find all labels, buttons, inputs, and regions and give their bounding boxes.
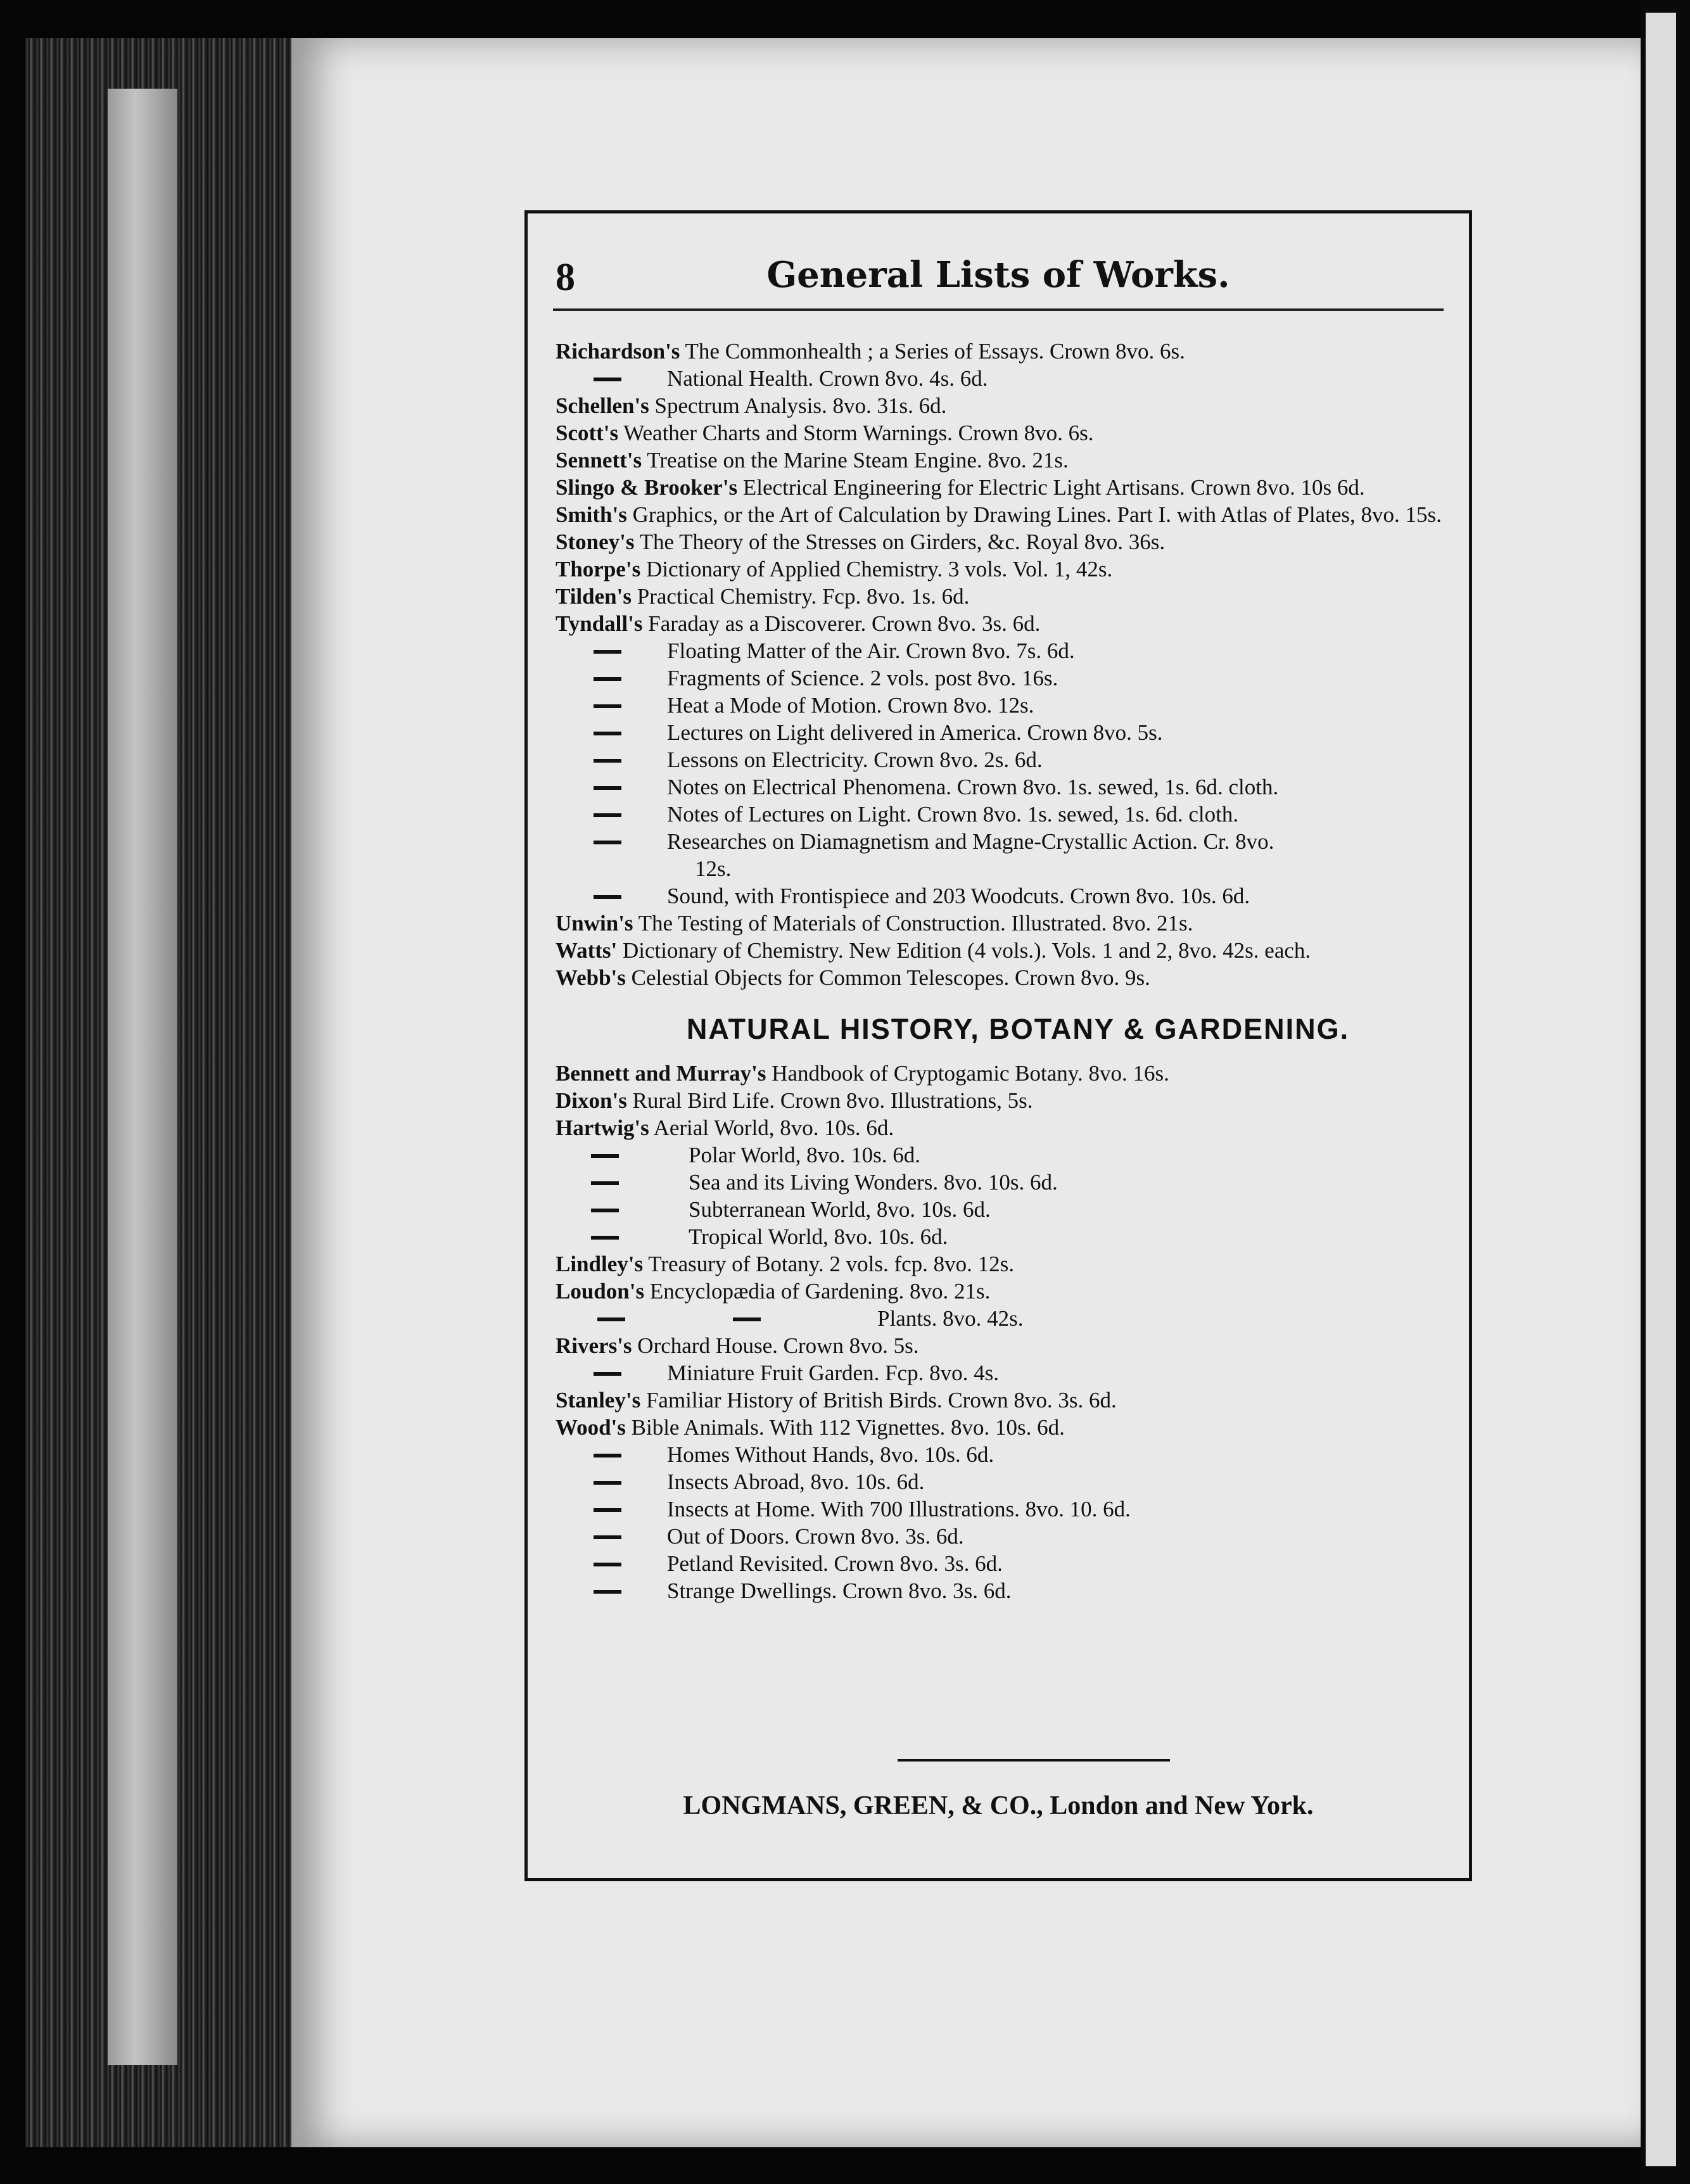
- ditto-dash: [594, 677, 621, 681]
- ditto-dash: [594, 1563, 621, 1566]
- works-list: [556, 338, 1455, 1604]
- work-title: Subterranean World, 8vo. 10s. 6d.: [689, 1197, 991, 1222]
- list-item: [556, 937, 1455, 964]
- ditto-dash: [594, 650, 621, 654]
- list-item: [556, 392, 1455, 419]
- work-title: Plants. 8vo. 42s.: [877, 1306, 1024, 1331]
- science-works-list: [556, 338, 1455, 991]
- work-title: Dictionary of Applied Chemistry. 3 vols. Vol. 1, 42s.: [640, 557, 1113, 581]
- list-item: [556, 556, 1455, 583]
- list-item: [556, 1223, 1455, 1250]
- page-edge-highlight: [108, 89, 177, 2065]
- work-title-continuation: 12s.: [695, 856, 732, 881]
- work-title: Homes Without Hands, 8vo. 10s. 6d.: [667, 1442, 994, 1467]
- work-title: Lectures on Light delivered in America. Crown 8vo. 5s.: [667, 720, 1163, 745]
- work-title: Treasury of Botany. 2 vols. fcp. 8vo. 12s.: [643, 1252, 1015, 1276]
- work-title: Sound, with Frontispiece and 203 Woodcuts. Crown 8vo. 10s. 6d.: [667, 884, 1250, 908]
- list-item: [556, 474, 1455, 501]
- ditto-dash: [594, 704, 621, 708]
- work-title: Heat a Mode of Motion. Crown 8vo. 12s.: [667, 693, 1034, 718]
- ditto-dash: [594, 1508, 621, 1512]
- page-number: 8: [556, 256, 575, 299]
- list-item: [556, 338, 1455, 365]
- list-item: [556, 583, 1455, 610]
- work-title: Weather Charts and Storm Warnings. Crown 8vo. 6s.: [618, 421, 1094, 445]
- publisher-imprint: LONGMANS, GREEN, & CO., London and New York.: [683, 1791, 1314, 1820]
- author-name: Bennett and Murray's: [556, 1061, 766, 1086]
- list-item: [556, 1550, 1455, 1577]
- list-item: [556, 447, 1455, 474]
- ditto-dash: [597, 1317, 625, 1321]
- list-item: [556, 1278, 1455, 1305]
- list-item: [556, 1114, 1455, 1141]
- ditto-dash: [594, 1481, 621, 1485]
- section-heading: NATURAL HISTORY, BOTANY & GARDENING.: [686, 1013, 1350, 1045]
- list-item: [556, 828, 1455, 855]
- work-title: Tropical World, 8vo. 10s. 6d.: [689, 1224, 948, 1249]
- list-item: [556, 419, 1455, 447]
- author-name: Sennett's: [556, 448, 642, 473]
- ditto-dash: [594, 786, 621, 790]
- work-title: Strange Dwellings. Crown 8vo. 3s. 6d.: [667, 1578, 1012, 1603]
- list-item: [556, 855, 1455, 882]
- work-title: Rural Bird Life. Crown 8vo. Illustrations, 5s.: [626, 1088, 1033, 1113]
- work-title: Notes of Lectures on Light. Crown 8vo. 1s. sewed, 1s. 6d. cloth.: [667, 802, 1239, 827]
- ditto-dash: [594, 378, 621, 381]
- work-title: Out of Doors. Crown 8vo. 3s. 6d.: [667, 1524, 964, 1549]
- work-title: Polar World, 8vo. 10s. 6d.: [689, 1143, 920, 1167]
- ditto-dash: [591, 1236, 619, 1240]
- work-title: Sea and its Living Wonders. 8vo. 10s. 6d.: [689, 1170, 1058, 1195]
- book-page-edges: [25, 38, 291, 2147]
- work-title: Handbook of Cryptogamic Botany. 8vo. 16s.: [766, 1061, 1169, 1086]
- list-item: [556, 637, 1455, 664]
- work-title: Orchard House. Crown 8vo. 5s.: [632, 1333, 919, 1358]
- work-title: Lessons on Electricity. Crown 8vo. 2s. 6d.: [667, 747, 1043, 772]
- author-name: Loudon's: [556, 1279, 645, 1304]
- ditto-dash: [733, 1317, 761, 1321]
- list-item: [556, 664, 1455, 692]
- work-title: Insects Abroad, 8vo. 10s. 6d.: [667, 1470, 925, 1494]
- list-item: [556, 365, 1455, 392]
- header-rule: [553, 308, 1444, 311]
- facing-page-strip: [1646, 13, 1676, 2166]
- list-item: [556, 1250, 1455, 1278]
- list-item: [556, 1523, 1455, 1550]
- work-title: Faraday as a Discoverer. Crown 8vo. 3s. 6d.: [642, 611, 1041, 636]
- ditto-dash: [591, 1209, 619, 1212]
- list-item: [556, 882, 1455, 910]
- list-item: [556, 1495, 1455, 1523]
- footer-rule: [898, 1759, 1170, 1762]
- work-title: Electrical Engineering for Electric Light Artisans. Crown 8vo. 10s 6d.: [737, 475, 1365, 500]
- author-name: Smith's: [556, 502, 627, 527]
- list-item: [556, 801, 1455, 828]
- work-title: Encyclopædia of Gardening. 8vo. 21s.: [644, 1279, 991, 1304]
- ditto-dash: [594, 895, 621, 899]
- work-title: Spectrum Analysis. 8vo. 31s. 6d.: [649, 393, 947, 418]
- list-item: [556, 964, 1455, 991]
- author-name: Tyndall's: [556, 611, 643, 636]
- author-name: Stanley's: [556, 1388, 641, 1413]
- ditto-dash: [594, 759, 621, 763]
- ditto-dash: [594, 1590, 621, 1594]
- author-name: Rivers's: [556, 1333, 632, 1358]
- list-item: [556, 1141, 1455, 1169]
- author-name: Slingo & Brooker's: [556, 475, 738, 500]
- list-item: [556, 1414, 1455, 1441]
- list-item: [556, 746, 1455, 773]
- list-item: [556, 692, 1455, 719]
- author-name: Wood's: [556, 1415, 626, 1440]
- list-item: [556, 1169, 1455, 1196]
- author-name: Webb's: [556, 965, 626, 990]
- running-title: General Lists of Works.: [766, 254, 1230, 296]
- ditto-dash: [594, 1372, 621, 1376]
- author-name: Watts': [556, 938, 618, 963]
- list-item: [556, 719, 1455, 746]
- work-title: Petland Revisited. Crown 8vo. 3s. 6d.: [667, 1551, 1003, 1576]
- work-title: Floating Matter of the Air. Crown 8vo. 7s. 6d.: [667, 638, 1075, 663]
- list-item: [556, 1468, 1455, 1495]
- author-name: Thorpe's: [556, 557, 641, 581]
- ditto-dash: [594, 732, 621, 735]
- work-title: Fragments of Science. 2 vols. post 8vo. 16s.: [667, 666, 1058, 690]
- list-item: [556, 1441, 1455, 1468]
- work-title: Familiar History of British Birds. Crown 8vo. 3s. 6d.: [640, 1388, 1117, 1413]
- facing-page-edge: [1641, 0, 1690, 2184]
- work-title: Miniature Fruit Garden. Fcp. 8vo. 4s.: [667, 1361, 999, 1385]
- list-item: [556, 1387, 1455, 1414]
- list-item: [556, 1196, 1455, 1223]
- author-name: Scott's: [556, 421, 619, 445]
- author-name: Unwin's: [556, 911, 633, 936]
- author-name: Lindley's: [556, 1252, 644, 1276]
- author-name: Richardson's: [556, 339, 680, 364]
- work-title: Insects at Home. With 700 Illustrations. 8vo. 10. 6d.: [667, 1497, 1131, 1521]
- ditto-dash: [594, 1454, 621, 1457]
- list-item: [556, 1359, 1455, 1387]
- author-name: Hartwig's: [556, 1115, 649, 1140]
- ditto-dash: [594, 841, 621, 844]
- list-item: [556, 528, 1455, 556]
- work-title: The Commonhealth ; a Series of Essays. Crown 8vo. 6s.: [680, 339, 1185, 364]
- ditto-dash: [594, 813, 621, 817]
- advertisement-frame: [524, 210, 1472, 1881]
- natural-history-works-list: [556, 1060, 1455, 1604]
- work-title: Dictionary of Chemistry. New Edition (4 vols.). Vols. 1 and 2, 8vo. 42s. each.: [617, 938, 1311, 963]
- work-title: Notes on Electrical Phenomena. Crown 8vo. 1s. sewed, 1s. 6d. cloth.: [667, 775, 1279, 799]
- work-title: Researches on Diamagnetism and Magne-Crystallic Action. Cr. 8vo.: [667, 829, 1274, 854]
- ditto-dash: [591, 1181, 619, 1185]
- list-item: [556, 501, 1455, 528]
- list-item: [556, 773, 1455, 801]
- work-title: The Testing of Materials of Construction. Illustrated. 8vo. 21s.: [633, 911, 1193, 936]
- work-title: The Theory of the Stresses on Girders, &c. Royal 8vo. 36s.: [634, 530, 1166, 554]
- author-name: Schellen's: [556, 393, 649, 418]
- ditto-dash: [594, 1535, 621, 1539]
- work-title: Bible Animals. With 112 Vignettes. 8vo. 10s. 6d.: [625, 1415, 1065, 1440]
- list-item: [556, 610, 1455, 637]
- list-item: [556, 1305, 1455, 1332]
- work-title: Celestial Objects for Common Telescopes. Crown 8vo. 9s.: [625, 965, 1150, 990]
- list-item: [556, 1332, 1455, 1359]
- work-title: National Health. Crown 8vo. 4s. 6d.: [667, 366, 988, 391]
- list-item: [556, 1060, 1455, 1087]
- list-item: [556, 1577, 1455, 1604]
- author-name: Tilden's: [556, 584, 632, 609]
- work-title: Aerial World, 8vo. 10s. 6d.: [649, 1115, 894, 1140]
- author-name: Dixon's: [556, 1088, 627, 1113]
- page-header: [528, 213, 1469, 308]
- work-title: Graphics, or the Art of Calculation by Drawing Lines. Part I. with Atlas of Plates, 8vo. 15s.: [626, 502, 1442, 527]
- work-title: Treatise on the Marine Steam Engine. 8vo. 21s.: [642, 448, 1069, 473]
- list-item: [556, 910, 1455, 937]
- work-title: Practical Chemistry. Fcp. 8vo. 1s. 6d.: [631, 584, 970, 609]
- author-name: Stoney's: [556, 530, 635, 554]
- ditto-dash: [591, 1154, 619, 1158]
- list-item: [556, 1087, 1455, 1114]
